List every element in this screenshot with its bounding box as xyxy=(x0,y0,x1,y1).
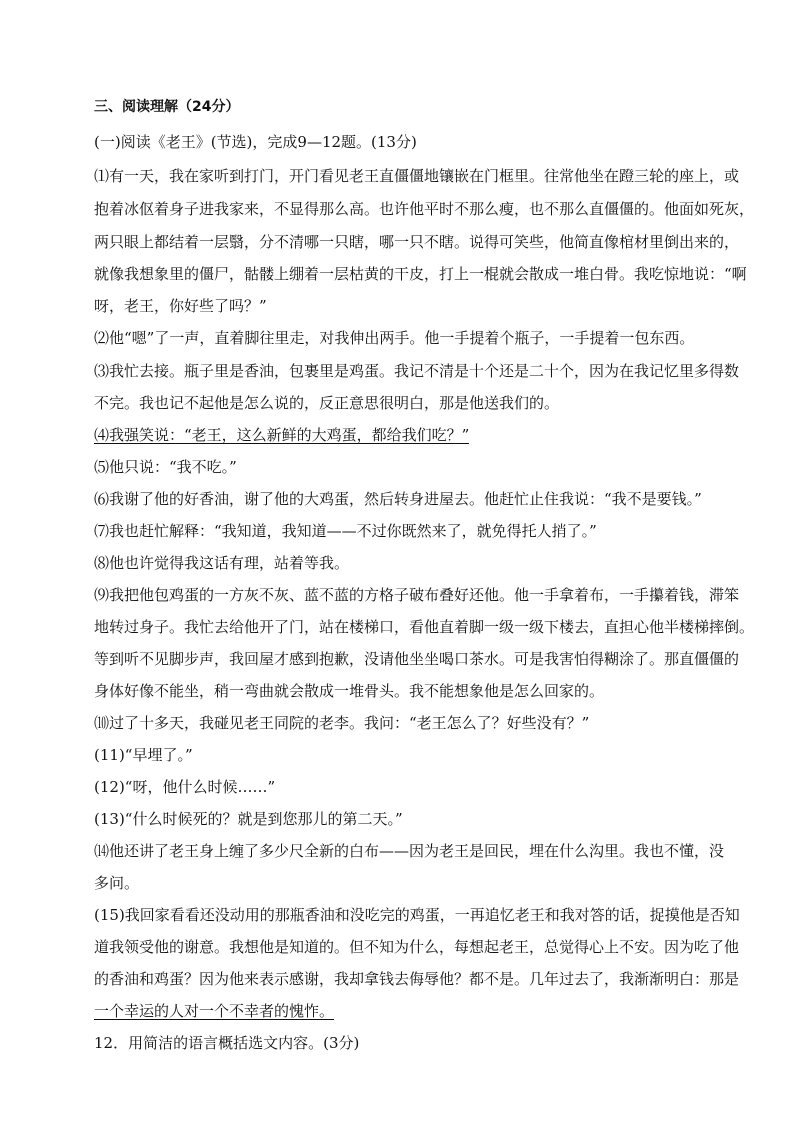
paragraph-1-line-1: ⑴有一天，我在家听到打门，开门看见老王直僵僵地镶嵌在门框里。往常他坐在蹬三轮的座上，或 xyxy=(94,167,740,185)
paragraph-1-line-2: 抱着冰伛着身子进我家来，不显得那么高。也许他平时不那么瘦，也不那么直僵僵的。他面如死灰， xyxy=(94,200,755,218)
paragraph-15-line-1: (15)我回家看看还没动用的那瓶香油和没吃完的鸡蛋，一再追忆老王和我对答的话，捉摸他是否知 xyxy=(94,906,740,924)
paragraph-8: ⑻他也许觉得我这话有理，站着等我。 xyxy=(94,554,350,572)
paragraph-1-line-3: 两只眼上都结着一层翳，分不清哪一只瞎，哪一只不瞎。说得可笑些，他简直像棺材里倒出来的， xyxy=(94,233,740,251)
paragraph-9-line-3: 等到听不见脚步声，我回屋才感到抱歉，没请他坐坐喝口茶水。可是我害怕得糊涂了。那直僵僵的 xyxy=(94,650,740,668)
paragraph-15-line-2: 道我领受他的谢意。我想他是知道的。但不知为什么，每想起老王，总觉得心上不安。因为吃了他 xyxy=(94,938,740,956)
paragraph-15-line-3: 的香油和鸡蛋？因为他来表示感谢，我却拿钱去侮辱他？都不是。几年过去了，我渐渐明白：那是 xyxy=(94,970,740,988)
paragraph-15-line-4-underlined: 一个幸运的人对一个不幸者的愧怍。 xyxy=(94,1002,335,1020)
paragraph-12: (12)“呀，他什么时候……” xyxy=(94,778,276,796)
paragraph-9-line-2: 地转过身子。我忙去给他开了门，站在楼梯口，看他直着脚一级一级下楼去，直担心他半楼梯摔倒。 xyxy=(94,618,755,636)
paragraph-6: ⑹我谢了他的好香油，谢了他的大鸡蛋，然后转身进屋去。他赶忙止住我说：“我不是要钱。” xyxy=(94,490,702,508)
paragraph-2: ⑵他“嗯”了一声，直着脚往里走，对我伸出两手。他一手提着个瓶子，一手提着一包东西。 xyxy=(94,329,695,347)
question-12: 12．用简洁的语言概括选文内容。(3分) xyxy=(94,1034,360,1052)
subsection-title: (一)阅读《老王》(节选)，完成9—12题。(13分) xyxy=(94,133,417,151)
paragraph-14-line-2: 多问。 xyxy=(94,874,140,892)
paragraph-1-line-5: 呀，老王，你好些了吗？” xyxy=(94,297,267,315)
paragraph-14-line-1: ⒁他还讲了老王身上缠了多少尺全新的白布——因为老王是回民，埋在什么沟里。我也不懂，没 xyxy=(94,842,725,860)
paragraph-7: ⑺我也赶忙解释：“我知道，我知道——不过你既然来了，就免得托人捎了。” xyxy=(94,522,597,540)
paragraph-10: ⑽过了十多天，我碰见老王同院的老李。我问：“老王怎么了？好些没有？” xyxy=(94,714,590,732)
paragraph-11: (11)“早埋了。” xyxy=(94,746,193,764)
section-title: 三、阅读理解（24分） xyxy=(94,99,240,115)
paragraph-3-line-1: ⑶我忙去接。瓶子里是香油，包裹里是鸡蛋。我记不清是十个还是二十个，因为在我记忆里多得数 xyxy=(94,362,740,380)
paragraph-9-line-4: 身体好像不能坐，稍一弯曲就会散成一堆骨头。我不能想象他是怎么回家的。 xyxy=(94,682,605,700)
paragraph-1-line-4: 就像我想象里的僵尸，骷髅上绷着一层枯黄的干皮，打上一棍就会散成一堆白骨。我吃惊地说：“啊 xyxy=(94,265,747,283)
paragraph-3-line-2: 不完。我也记不起他是怎么说的，反正意思很明白，那是他送我们的。 xyxy=(94,394,560,412)
paragraph-9-line-1: ⑼我把他包鸡蛋的一方灰不灰、蓝不蓝的方格子破布叠好还他。他一手拿着布，一手攥着钱，滞笨 xyxy=(94,586,740,604)
paragraph-4-underlined: ⑷我强笑说：“老王，这么新鲜的大鸡蛋，都给我们吃？” xyxy=(94,426,470,444)
paragraph-5: ⑸他只说：“我不吃。” xyxy=(94,458,237,476)
paragraph-13: (13)“什么时候死的？就是到您那儿的第二天。” xyxy=(94,810,403,828)
